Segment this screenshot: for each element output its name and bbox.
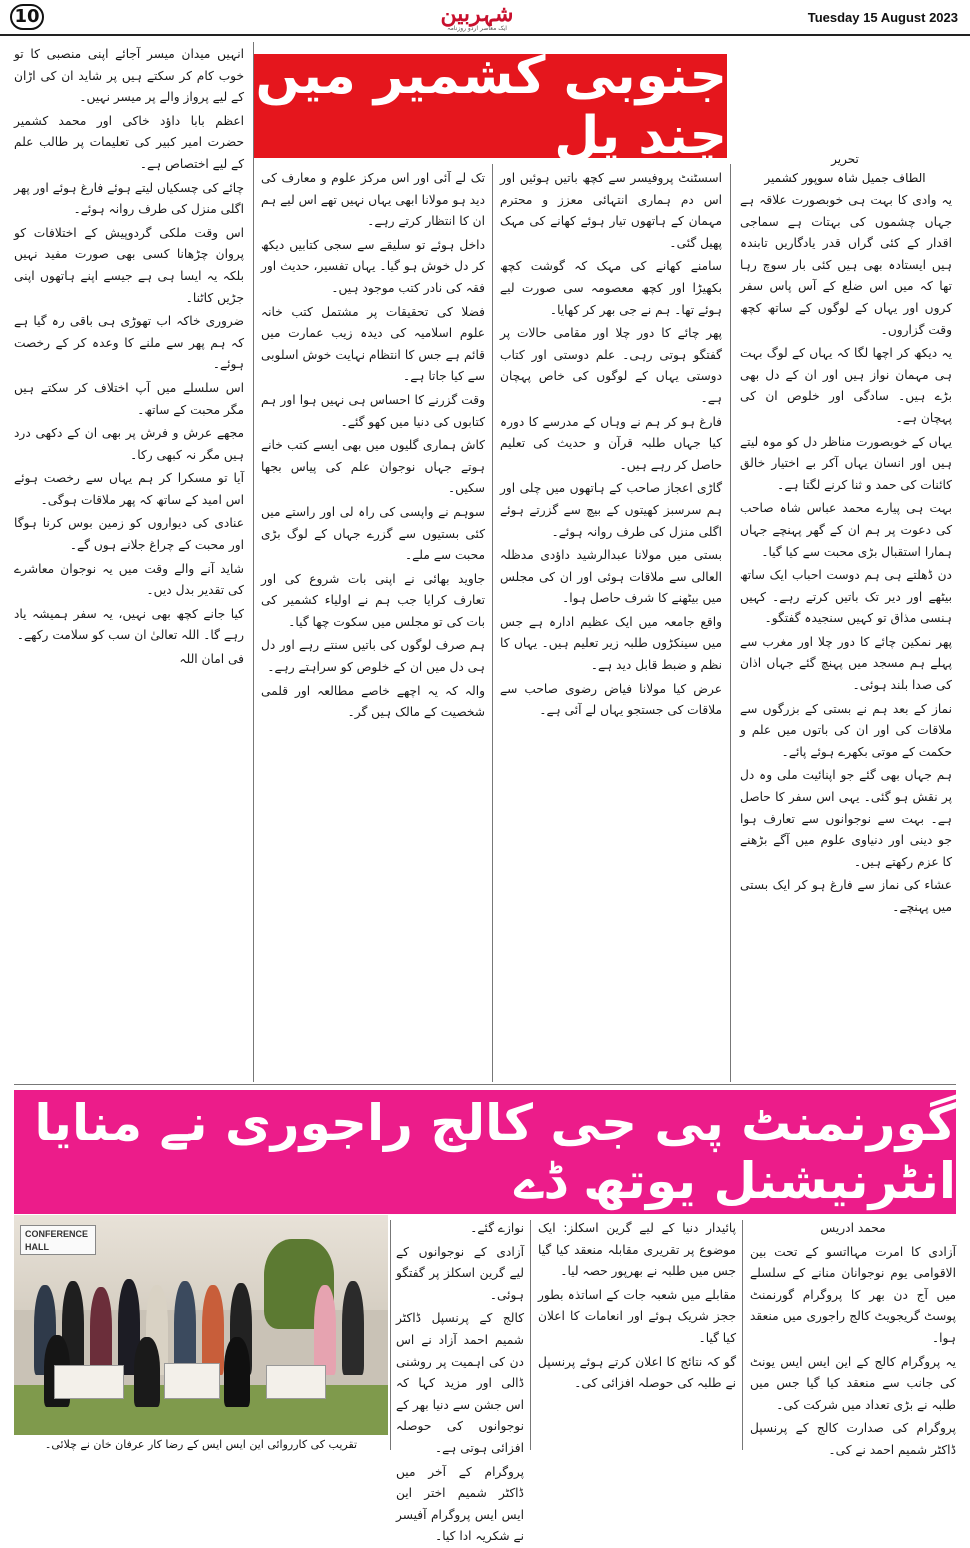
paragraph: اس وقت ملکی گردوپیش کے اختلافات کو پروان چڑھانا کسی بھی صورت مفید نہیں بلکہ یہ ایسا ہی ہے جیسے اپنے ہاتھوں اپنی جڑیں کاٹنا۔ (14, 225, 244, 305)
column-rule (390, 1220, 391, 1450)
paragraph: کیا جانے کچھ بھی نہیں، یہ سفر ہمیشہ یاد رہے گا۔ اللہ تعالیٰ ان سب کو سلامت رکھے۔ (14, 606, 244, 643)
paragraph: یہ پروگرام کالج کے این ایس ایس یونٹ کی جانب سے منعقد کیا گیا جس میں طلبہ نے بڑی تعداد میں شرکت کی۔ (750, 1354, 956, 1412)
photo-person (90, 1287, 112, 1375)
paragraph: نوازے گئے۔ (470, 1221, 524, 1235)
paragraph: دن ڈھلتے ہی ہم دوست احباب ایک ساتھ بیٹھے اور دیر تک باتیں کرتے رہے۔ کہیں ہنسی مذاق تو کہیں سنجیدہ گفتگو۔ (740, 568, 952, 626)
article2-column-3 (396, 1218, 524, 1544)
paragraph: بہت ہی پیارے محمد عباس شاہ صاحب کی دعوت پر ہم ان کے گھر پہنچے جہاں ہمارا استقبال بڑی محبت سے کیا گیا۔ (740, 501, 952, 559)
paragraph: فارغ ہو کر ہم نے وہاں کے مدرسے کا دورہ کیا جہاں طلبہ قرآن و حدیث کی تعلیم حاصل کر رہے ہیں۔ (500, 414, 722, 472)
issue-date: Tuesday 15 August 2023 (807, 10, 958, 25)
paragraph: گو کہ نتائج کا اعلان کرتے ہوئے پرنسپل نے طلبہ کی حوصلہ افزائی کی۔ (538, 1354, 736, 1391)
paragraph: فضلا کی تحقیقات پر مشتمل کتب خانہ علوم اسلامیہ کی دیدہ زیب عمارت میں قائم ہے جس کا انتظام نہایت خوش اسلوبی سے کیا جاتا ہے۔ (261, 304, 485, 384)
paragraph: بستی میں مولانا عبدالرشید داؤدی مدظلہ العالی سے ملاقات ہوئی اور ان کی مجلس میں بیٹھنے کا شرف حاصل ہوا۔ (500, 548, 722, 606)
paragraph: سامنے کھانے کی مہک کہ گوشت کچھ بکھیڑا اور کچھ معصومہ سی صورت لیے ہوئے تھا۔ ہم نے جی بھر کر کھایا۔ (500, 259, 722, 317)
paragraph: شاید آنے والے وقت میں یہ نوجوان معاشرے کی تقدیر بدل دیں۔ (14, 561, 244, 598)
paragraph: کاش ہماری گلیوں میں بھی ایسے کتب خانے ہوتے جہاں نوجوان علم کی پیاس بجھا سکیں۔ (261, 438, 485, 496)
photo-person (174, 1281, 196, 1375)
article2-byline: محمد ادریس (820, 1221, 886, 1235)
paragraph: جاوید بھائی نے اپنی بات شروع کی اور تعارف کرایا جب ہم نے اولیاء کشمیر کی بات کی تو مجلس میں سکوت چھا گیا۔ (261, 571, 485, 629)
paragraph: اس سلسلے میں آپ اختلاف کر سکتے ہیں مگر محبت کے ساتھ۔ (14, 380, 244, 417)
paragraph: ہم جہاں بھی گئے جو اپنائیت ملی وہ دل پر نقش ہو گئی۔ یہی اس سفر کا حاصل ہے۔ بہت سے نوجوانوں سے تعارف ہوا جو دینی اور دنیاوی علوم میں آگے بڑھنے کا عزم رکھتے ہیں۔ (740, 768, 952, 869)
byline-label: تحریر (831, 152, 859, 166)
paragraph: یہ وادی کا بہت ہی خوبصورت علاقہ ہے جہاں چشموں کی بہتات ہے سماجی اقدار کے کئی گراں قدر یادگاریں تابندہ ہیں ایستادہ بھی ہیں کئی بار سوچ رہا تھا کہ میں اس ضلع کے آس پاس سفر کروں اور یہاں کے لوگوں کے ساتھ کچھ وقت گزاروں۔ (740, 193, 952, 337)
paragraph: آزادی کے نوجوانوں کے لیے گرین اسکلز پر گفتگو ہوئی۔ (396, 1244, 524, 1302)
paragraph: آیا تو مسکرا کر ہم یہاں سے رخصت ہوئے اس امید کے ساتھ کہ پھر ملاقات ہوگی۔ (14, 471, 244, 507)
conference-hall-sign: CONFERENCE HALL (20, 1225, 96, 1255)
article2-headline-box (14, 1090, 956, 1214)
paragraph: اعظم بابا داؤد خاکی اور محمد کشمیر حضرت امیر کبیر کی تعلیمات پر طالب علم کے لیے اختصاص ہے۔ (14, 113, 244, 171)
photo-person (224, 1337, 250, 1407)
photo-poster (164, 1363, 220, 1399)
paragraph: کالج کے پرنسپل ڈاکٹر شمیم احمد آزاد نے اس دن کی اہمیت پر روشنی ڈالی اور مزید کہا کہ اس جشن سے دنیا بھر کے نوجوانوں کی حوصلہ افزائی ہوتی ہے۔ (396, 1311, 524, 1455)
paragraph: مجھے عرش و فرش پر بھی ان کے دکھی درد ہیں مگر نہ کبھی رکا۔ (14, 426, 244, 462)
article1-headline: جنوبی کشمیر میں چند پل (255, 46, 727, 166)
paragraph: والہ کہ یہ اچھے خاصے مطالعہ اور قلمی شخصیت کے مالک ہیں گر۔ (261, 683, 485, 720)
column-rule (530, 1220, 531, 1450)
article2-column-2 (538, 1218, 736, 1454)
paragraph: پروگرام کے آخر میں ڈاکٹر شمیم اختر این ایس ایس پروگرام آفیسر نے شکریہ ادا کیا۔ (396, 1464, 524, 1544)
page-number: 10 (10, 4, 44, 30)
paragraph: ضروری خاکہ اب تھوڑی ہی باقی رہ گیا ہے کہ ہم پھر سے ملنے کا وعدہ کر کے رخصت ہوئے۔ (14, 314, 244, 372)
paragraph: پروگرام کی صدارت کالج کے پرنسپل ڈاکٹر شمیم احمد نے کی۔ (750, 1421, 956, 1457)
paragraph: نماز کے بعد ہم نے بستی کے بزرگوں سے ملاقات کی اور ان کی باتوں میں علم و حکمت کے موتی بکھرے ہوئے پائے۔ (740, 701, 952, 759)
paragraph: پائیدار دنیا کے لیے گرین اسکلز: ایک موضوع پر تقریری مقابلہ منعقد کیا گیا جس میں طلبہ نے بھرپور حصہ لیا۔ (538, 1221, 736, 1279)
paragraph: آزادی کا امرت مہااتسو کے تحت بین الاقوامی یوم نوجوانان منانے کے سلسلے میں آج دن بھر کا پروگرام گورنمنٹ پوسٹ گریجویٹ کالج راجوری میں منعقد ہوا۔ (750, 1244, 956, 1345)
masthead (437, 2, 517, 34)
article2-headline: گورنمنٹ پی جی کالج راجوری نے منایا انٹرنیشنل یوتھ ڈے (34, 1094, 956, 1210)
paragraph: عشاء کی نماز سے فارغ ہو کر ایک بستی میں پہنچے۔ (740, 878, 952, 914)
photo-person (314, 1285, 336, 1375)
paragraph: انہیں میدان میسر آجائے اپنی منصبی کا تو خوب کام کر سکتے ہیں پر شاید ان کی اڑان کے لیے پرواز والے پر میسر نہیں۔ (14, 47, 244, 105)
article1-column-2 (500, 168, 722, 1080)
page-header (0, 0, 970, 36)
article1-byline (740, 150, 950, 188)
column-rule (730, 164, 731, 1082)
paragraph: داخل ہوئے تو سلیقے سے سجی کتابیں دیکھ کر دل خوش ہو گیا۔ یہاں تفسیر، حدیث اور فقہ کی نادر کتب موجود ہیں۔ (261, 237, 485, 295)
paragraph: ہم صرف لوگوں کی باتیں سنتے رہے اور دل ہی دل میں ان کے خلوص کو سراہتے رہے۔ (261, 638, 485, 675)
photo-caption: تقریب کی کارروائی این ایس ایس کے رضا کار عرفان خان نے چلائی۔ (44, 1438, 358, 1451)
article1-column-1 (740, 190, 952, 1080)
article2-column-1 (750, 1218, 956, 1457)
photo-person (134, 1337, 160, 1407)
paragraph: واقع جامعہ میں ایک عظیم ادارہ ہے جس میں سینکڑوں طلبہ زیر تعلیم ہیں۔ یہاں کا نظم و ضبط قابل دید ہے۔ (500, 614, 722, 673)
paragraph: وقت گزرنے کا احساس ہی نہیں ہوا اور ہم کتابوں کی دنیا میں کھو گئے۔ (261, 392, 485, 429)
event-photo (14, 1215, 388, 1435)
masthead-logo: شہربین (440, 1, 514, 27)
section-divider (14, 1084, 956, 1085)
photo-person (342, 1281, 364, 1375)
paragraph: سوہم نے واپسی کی راہ لی اور راستے میں کئی بستیوں سے گزرے جہاں کے لوگ بڑی محبت سے ملے۔ (261, 504, 485, 563)
paragraph: یہ دیکھ کر اچھا لگا کہ یہاں کے لوگ بہت ہی مہمان نواز ہیں اور ان کے دل بھی بڑے ہیں۔ سادگی اور خلوص ان کی پہچان ہے۔ (740, 346, 952, 425)
paragraph: فی امان اللہ (179, 652, 244, 667)
article1-headline-box (253, 46, 727, 166)
column-rule (742, 1220, 743, 1450)
column-rule (492, 164, 493, 1082)
paragraph: مقابلے میں شعبہ جات کے اساتذہ بطور ججز شریک ہوئے اور انعامات کا اعلان کیا گیا۔ (538, 1287, 736, 1345)
paragraph: یہاں کے خوبصورت مناظر دل کو موہ لیتے ہیں اور انسان یہاں آکر بے اختیار خالق کائنات کی حمد و ثنا کرنے لگتا ہے۔ (740, 434, 952, 492)
paragraph: تک لے آئی اور اس مرکز علوم و معارف کی دید ہو مولانا ابھی یہاں نہیں تھے اس لیے ہم ان کا انتظار کرتے رہے۔ (261, 171, 485, 229)
paragraph: عرض کیا مولانا فیاض رضوی صاحب سے ملاقات کی جستجو یہاں لے آئی ہے۔ (500, 681, 722, 718)
paragraph: عنادی کی دیواروں کو زمین بوس کرنا ہوگا اور محبت کے چراغ جلانے ہوں گے۔ (14, 516, 244, 553)
column-rule (253, 42, 254, 1082)
photo-person (202, 1285, 224, 1375)
byline-author: الطاف جمیل شاہ سوپور کشمیر (764, 171, 926, 185)
paragraph: گاڑی اعجاز صاحب کے ہاتھوں میں چلی اور ہم سرسبز کھیتوں کے بیچ سے گزرتے ہوئے اگلی منزل کی طرف روانہ ہوئے۔ (500, 481, 722, 539)
article1-column-3 (261, 168, 485, 1080)
paragraph: چائے کی چسکیاں لیتے ہوئے فارغ ہوئے اور پھر اگلی منزل کی طرف روانہ ہوئے۔ (14, 180, 244, 217)
paragraph: پھر چائے کا دور چلا اور مقامی حالات پر گفتگو ہوتی رہی۔ علم دوستی اور کتاب دوستی یہاں کے لوگوں کی خاص پہچان ہے۔ (500, 326, 722, 405)
photo-poster (266, 1365, 326, 1399)
article1-column-4 (14, 44, 244, 1080)
photo-poster (54, 1365, 124, 1399)
paragraph: اسسٹنٹ پروفیسر سے کچھ باتیں ہوئیں اور اس دم ہماری انتہائی معزز و محترم مہمان کے ہاتھوں تیار ہوئے کھانے کی مہک پھیل گئی۔ (500, 171, 722, 250)
masthead-tagline: ایک معاصر اردو روزنامہ (447, 25, 507, 32)
paragraph: پھر نمکین چائے کا دور چلا اور مغرب سے پہلے ہم مسجد میں پہنچ گئے جہاں اذان کی صدا بلند ہوئی۔ (740, 634, 952, 693)
